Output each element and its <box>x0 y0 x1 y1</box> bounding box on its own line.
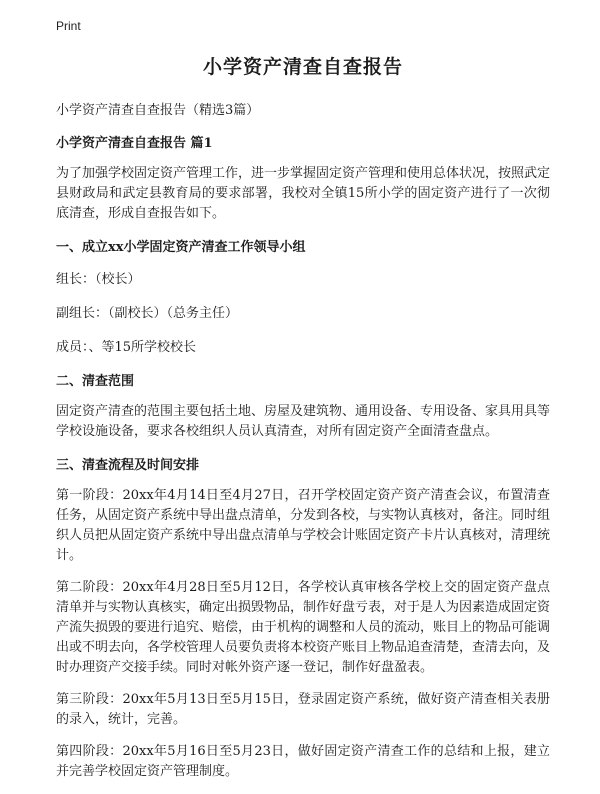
leader-line: 组长：（校长） <box>56 272 141 287</box>
deputy-line: 副组长：（副校长）（总务主任） <box>56 306 239 321</box>
section-heading-leadership: 一、成立xx小学固定资产清查工作领导小组 <box>56 240 306 255</box>
article-heading: 小学资产清查自查报告 篇1 <box>56 136 213 151</box>
document-title: 小学资产清查自查报告 <box>202 56 403 78</box>
print-link[interactable]: Print <box>56 19 81 33</box>
scope-paragraph: 固定资产清查的范围主要包括土地、房屋及建筑物、通用设备、专用设备、家具用具等学校设施设备，要求各校组织人员认真清查，对所有固定资产全面清查盘点。 <box>56 404 551 439</box>
members-line: 成员：、等15所学校校长 <box>56 340 197 355</box>
section-heading-scope: 二、清查范围 <box>56 374 135 389</box>
document-subtitle: 小学资产清查自查报告（精选3篇） <box>56 103 260 118</box>
stage-4-paragraph: 第四阶段：20xx年5月16日至5月23日，做好固定资产清查工作的总结和上报，建立并完善学校固定资产管理制度。 <box>56 744 550 779</box>
intro-paragraph: 为了加强学校固定资产管理工作，进一步掌握固定资产管理和使用总体状况，按照武定县财政局和武定县教育局的要求部署，我校对全镇15所小学的固定资产进行了一次彻底清查，形成自查报告如下。 <box>56 166 551 221</box>
stage-2-paragraph: 第二阶段：20xx年4月28日至5月12日，各学校认真审核各学校上交的固定资产盘点清单并与实物认真核实，确定出损毁物品，制作好盘亏表，对于是人为因素造成固定资产流失损毁的要进行追究、赔偿，由于机构的调整和人员的流动，账目上的物品可能调出或不明去向，各学校管理人员要负责将本校资产账目上物品追查清楚，查清去向，及时办理资产交接手续。同时对帐外资产逐一登记，制作好盘盈表。 <box>56 580 551 675</box>
stage-1-paragraph: 第一阶段：20xx年4月14日至4月27日，召开学校固定资产资产清查会议，布置清查任务，从固定资产系统中导出盘点清单，分发到各校，与实物认真核对，备注。同时组织人员把从固定资产系统中导出盘点清单与学校会计账固定资产卡片认真核对，清理统计。 <box>56 488 551 563</box>
stage-3-paragraph: 第三阶段：20xx年5月13日至5月15日，登录固定资产系统，做好资产清查相关表册的录入，统计，完善。 <box>56 692 550 727</box>
document-page <box>56 48 550 794</box>
section-heading-process: 三、清查流程及时间安排 <box>56 458 200 473</box>
